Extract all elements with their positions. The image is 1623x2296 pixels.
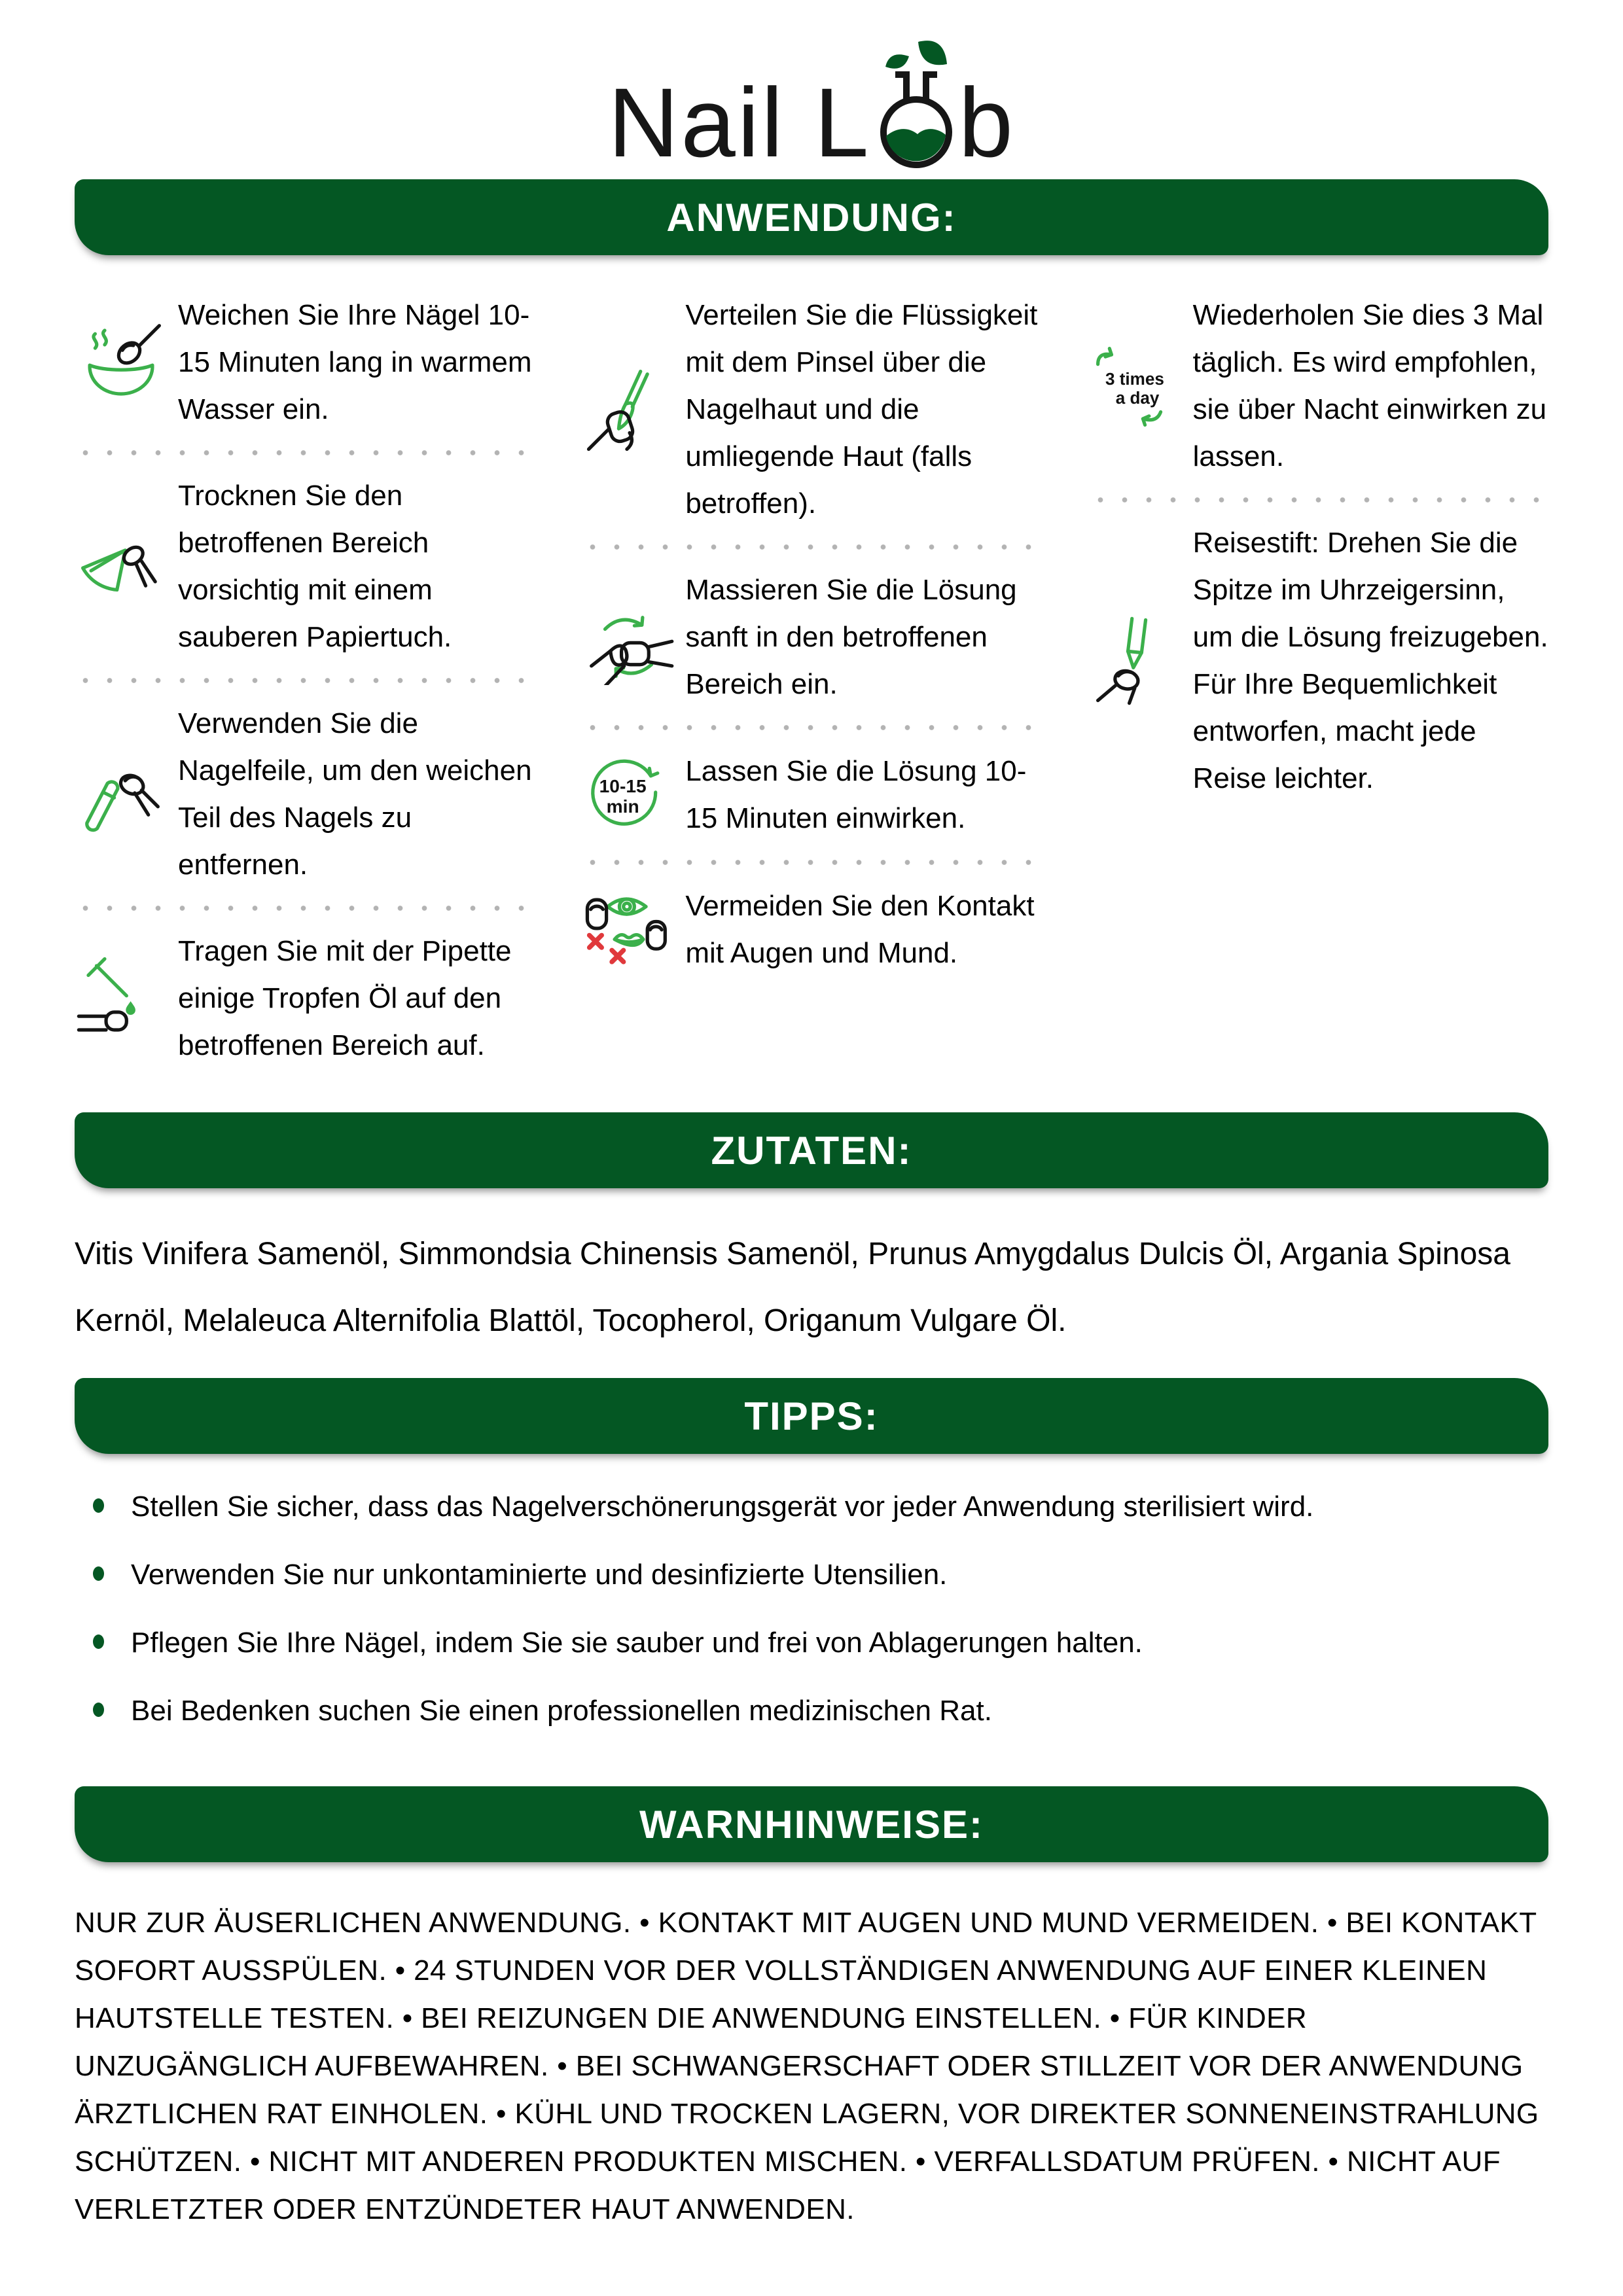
timer-label-minutes: 10-15 — [599, 775, 647, 796]
dotted-separator — [1088, 497, 1550, 503]
oil-dropper-icon — [73, 951, 169, 1046]
paper-towel-icon — [73, 519, 169, 614]
anwendung-title: ANWENDUNG: — [666, 195, 957, 239]
instruction-step — [73, 928, 535, 1069]
instruction-step — [1088, 520, 1550, 802]
step-text: Verwenden Sie die Nagelfeile, um den weichen Teil des Nagels zu entfernen. — [178, 707, 532, 881]
step-text: Vermeiden Sie den Kontakt mit Augen und Mund. — [685, 890, 1035, 969]
warnings-text: NUR ZUR ÄUSERLICHEN ANWENDUNG. • KONTAKT MIT AUGEN UND MUND VERMEIDEN. • BEI KONTAKT SOFORT AUSSPÜLEN. • 24 STUNDEN VOR DER VOLLSTÄNDIGEN ANWENDUNG AUF EINER KLEINEN HAUTSTELLE TESTEN. • BEI REIZUNGEN DIE ANWENDUNG EINSTELLEN. • FÜR KINDER UNZUGÄNGLICH AUFBEWAHREN. • BEI SCHWANGERSCHAFT ODER STILLZEIT VOR DER ANWENDUNG ÄRZTLICHEN RAT EINHOLEN. • KÜHL UND TROCKEN LAGERN, VOR DIREKTER SONNENEINSTRAHLUNG SCHÜTZEN. • NICHT MIT ANDEREN PRODUKTEN MISCHEN. • VERFALLSDATUM PRÜFEN. • NICHT AUF VERLETZTER ODER ENTZÜNDETER HAUT ANWENDEN. — [75, 1907, 1539, 2225]
massage-icon — [580, 590, 676, 685]
avoid-eyes-mouth-icon — [580, 882, 676, 978]
instructions-column-2 — [580, 292, 1042, 1069]
step-text: Reisestift: Drehen Sie die Spitze im Uhrzeigersinn, um die Lösung freizugeben. Für Ihre Bequemlichkeit entworfen, macht jede Reise leichter. — [1192, 527, 1548, 794]
warnhinweise-banner — [75, 1786, 1548, 1862]
step-text: Massieren Sie die Lösung sanft in den betroffenen Bereich ein. — [685, 574, 1017, 700]
tip-item — [73, 1627, 1550, 1659]
instruction-step — [73, 472, 535, 661]
step-text: Trocknen Sie den betroffenen Bereich vorsichtig mit einem sauberen Papiertuch. — [178, 480, 452, 653]
nail-file-icon — [73, 747, 169, 842]
zutaten-title: ZUTATEN: — [711, 1128, 912, 1173]
zutaten-banner — [75, 1112, 1548, 1188]
instructions-column-3 — [1088, 292, 1550, 1069]
anwendung-banner — [75, 179, 1548, 255]
timer-icon — [580, 747, 676, 843]
tip-text: Pflegen Sie Ihre Nägel, indem Sie sie sauber und frei von Ablagerungen halten. — [131, 1627, 1143, 1659]
tip-item — [73, 1491, 1550, 1523]
instruction-step — [73, 700, 535, 889]
ingredients-text: Vitis Vinifera Samenöl, Simmondsia Chinensis Samenöl, Prunus Amygdalus Dulcis Öl, Argania Spinosa Kernöl, Melaleuca Alternifolia Blattöl, Tocopherol, Origanum Vulgare Öl. — [75, 1237, 1510, 1338]
instructions-column-1 — [73, 292, 535, 1069]
instruction-step — [580, 882, 1042, 978]
tipps-title: TIPPS: — [744, 1394, 879, 1438]
step-text: Tragen Sie mit der Pipette einige Tropfen Öl auf den betroffenen Bereich auf. — [178, 935, 512, 1061]
tip-text: Verwenden Sie nur unkontaminierte und desinfizierte Utensilien. — [131, 1559, 948, 1591]
bullet-dot — [93, 1498, 104, 1513]
instructions-grid — [0, 292, 1623, 1069]
dotted-separator — [73, 678, 535, 683]
step-text: Lassen Sie die Lösung 10-15 Minuten einwirken. — [685, 755, 1027, 834]
travel-pen-icon — [1088, 613, 1184, 709]
flask-icon — [878, 37, 955, 175]
bullet-dot — [93, 1634, 104, 1649]
dotted-separator — [73, 450, 535, 455]
instruction-step — [1088, 292, 1550, 480]
three-times-a-day-icon — [1088, 338, 1184, 434]
tip-text: Bei Bedenken suchen Sie einen professionellen medizinischen Rat. — [131, 1695, 992, 1727]
instruction-step — [580, 292, 1042, 527]
tip-item — [73, 1695, 1550, 1727]
dotted-separator — [580, 860, 1042, 865]
step-text: Weichen Sie Ihre Nägel 10-15 Minuten lang in warmem Wasser ein. — [178, 299, 532, 425]
step-text: Verteilen Sie die Flüssigkeit mit dem Pinsel über die Nagelhaut und die umliegende Haut (falls betroffen). — [685, 299, 1038, 520]
logo-text-left: Nail L — [608, 67, 871, 177]
logo-text-right: b — [958, 67, 1015, 177]
frequency-label-line1: 3 times — [1105, 368, 1164, 389]
timer-label-unit: min — [606, 796, 640, 817]
tip-item — [73, 1559, 1550, 1591]
dotted-separator — [580, 544, 1042, 550]
instruction-step — [580, 747, 1042, 843]
dotted-separator — [73, 906, 535, 911]
tipps-banner — [75, 1378, 1548, 1454]
warnhinweise-title: WARNHINWEISE: — [639, 1802, 984, 1846]
instruction-step — [73, 292, 535, 433]
bullet-dot — [93, 1703, 104, 1717]
soak-bowl-icon — [73, 315, 169, 410]
tip-text: Stellen Sie sicher, dass das Nagelverschönerungsgerät vor jeder Anwendung sterilisiert wird. — [131, 1491, 1314, 1523]
bullet-dot — [93, 1566, 104, 1581]
tips-list — [73, 1491, 1550, 1727]
brush-icon — [580, 362, 676, 457]
step-text: Wiederholen Sie dies 3 Mal täglich. Es wird empfohlen, sie über Nacht einwirken zu lassen. — [1192, 299, 1547, 472]
dotted-separator — [580, 725, 1042, 730]
frequency-label-line2: a day — [1115, 388, 1160, 408]
instruction-step — [580, 567, 1042, 708]
brand-logo — [0, 0, 1623, 177]
